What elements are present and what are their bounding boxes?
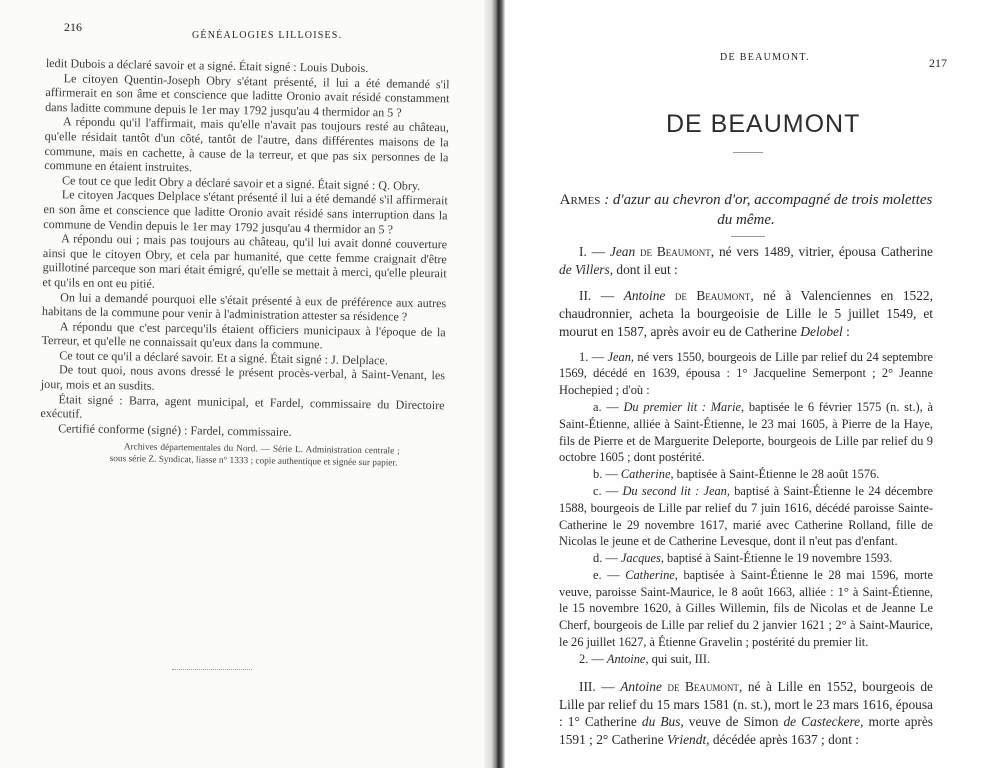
left-paragraph: Le citoyen Quentin-Joseph Obry s'étant présenté, il lui a été demandé s'il affirmerait en son âme et conscience que laditte Oronio avait résidé constamment dans laditte commune depuis le 1er may 1792 jusqu'au 4 thermidor an 5 ? [45,70,450,120]
child-entry [559,399,933,466]
gen-text: , veuve de Simon [680,714,784,730]
gen-surname: de Beaumont [640,244,711,259]
child-entry [559,651,933,668]
gen-prefix: I. — [579,244,610,259]
genealogy-body [559,243,933,757]
left-paragraph: A répondu que c'est parcequ'ils étaient officiers municipaux à l'époque de la Terreur, et qu'elle ne connaissait qu'eux dans la commune. [41,318,446,352]
left-paragraph: Était signé : Barra, agent municipal, et Fardel, commissaire du Directoire exécutif. [40,391,445,421]
left-page [0,0,484,768]
child-name: Catherine [620,467,671,482]
gen-spouse: Delobel [800,323,843,339]
right-page [505,0,1001,768]
archive-note: Archives départementales du Nord. — Série L. Administration centrale ; sous série Z. Syndicat, liasse n° 1333 ; copie authentique et signée sur papier. [109,442,400,469]
child-text: , baptisée le 6 février 1575 (n. st.), à Saint-Étienne, alliée à Saint-Étienne, le 23 mai 1605, à Pierre de la Haye, fils de Pierre et de Marguerite Deleporte, bourgeois de Lille par relief du 9 octobre 1605 ; dont postérité. [559,399,933,465]
gen-name: Antoine [620,678,662,694]
arms-divider [731,236,765,237]
coat-of-arms [559,190,933,230]
child-name: Catherine [625,567,675,582]
section-divider [172,669,252,670]
child-prefix: b. — [593,467,621,482]
child-name: Jacques [620,551,661,566]
child-name: Du premier lit : Marie [623,399,742,414]
child-text: , baptisée à Saint-Étienne le 28 août 1576. [670,467,880,482]
gen-prefix: II. — [579,287,624,303]
generation-2 [559,287,933,341]
children-list [559,349,933,668]
gen-surname: de Beaumont [667,678,739,694]
gen-spouse: de Villers [559,261,610,277]
gen-surname: de Beaumont [674,287,751,303]
left-paragraph: ledit Dubois a déclaré savoir et a signé. Était signé : Louis Dubois. [45,56,369,76]
gen-text: , morte après 1591 ; 2° Catherine [559,714,934,748]
child-text: , qui suit, III. [645,651,711,666]
left-page-number: 216 [64,20,82,34]
gen-spouse: de Casteckere [783,714,861,730]
gen-prefix: III. — [579,678,621,694]
child-entry [559,483,933,550]
arms-blazon: : d'azur au chevron d'or, accompagné de trois molettes du même. [604,192,933,228]
book-gutter [484,0,505,768]
right-page-number: 217 [929,56,947,70]
left-paragraph: Le citoyen Jacques Delplace s'étant présenté il lui a été demandé s'il affirmerait en son âme et conscience que laditte Oronio avait résidé sans interruption dans la commune de Vendin depuis le 1er may 1792 jusqu'au 4 thermidor an 5 ? [43,187,448,237]
gen-text: , décédée après 1637 ; dont : [706,732,859,748]
child-prefix: a. — [593,399,624,414]
child-text: , né vers 1550, bourgeois de Lille par relief du 24 septembre 1569, décédé en 1639, épousa : 1° Jacqueline Semerpont ; 2° Jeanne Hochepied ; d'où : [559,349,934,398]
gen-name: Antoine [623,287,666,303]
left-paragraph: On lui a demandé pourquoi elle s'était présenté à eux de préférence aux autres habitans de la commune pour venir à l'administration attester sa résidence ? [41,289,447,324]
left-paragraph: De tout quoi, nous avons dressé le présent procès-verbal, à Saint-Venant, les jour, mois et an susdits. [40,362,446,393]
family-title: DE BEAUMONT [666,110,861,138]
child-prefix: 1. — [579,349,608,364]
child-text: , baptisé à Saint-Étienne le 19 novembre 1593. [660,551,893,566]
gen-text: , né à Lille en 1552, bourgeois de Lille par relief du 15 mars 1581 (n. st.), mort le 23 mars 1616, épousa : 1° Catherine [559,678,934,730]
child-prefix: e. — [593,567,626,582]
gen-text: , dont il eut : [609,261,678,277]
child-text: , baptisée à Saint-Étienne le 28 mai 1596, morte veuve, paroisse Saint-Maurice, le 8 août 1663, alliée : 1° à Saint-Étienne, le 15 novembre 1620, à Gilles Willemin, fils de Nicolas et de Jeanne Le Cherf, bourgeois de Lille par relief du 2 janvier 1621 ; 2° à Saint-Maurice, le 26 juillet 1627, à Étienne Gravelin ; postérité du premier lit. [559,567,934,650]
left-paragraph: Ce tout ce que ledit Obry a déclaré savoir et a signé. Était signé : Q. Obry. [61,173,421,193]
child-prefix: d. — [593,551,621,566]
left-page-body [40,56,450,471]
gen-name: Jean [609,244,636,259]
left-paragraph: A répondu oui ; mais pas toujours au château, qu'il lui avait donné couverture ainsi que le citoyen Obry, et cela par humanité, que cette femme craignait d'être guillotiné parceque son mari était émigré, qu'elle se mettait à merci, qu'elle pleurait et qu'ils en ont eu pitié. [42,231,448,291]
child-entry [559,349,933,399]
arms-label: Armes [559,192,601,208]
gen-spouse: du Bus [641,714,681,730]
left-paragraph: Ce tout ce qu'il a déclaré savoir. Et a signé. Était signé : J. Delplace. [59,348,388,368]
left-paragraph: Certifié conforme (signé) : Fardel, commissaire. [58,421,292,439]
gen-text: : [842,323,850,339]
child-entry [559,567,933,651]
generation-1 [559,243,933,279]
right-running-head: DE BEAUMONT. [720,52,810,63]
child-text: , baptisé à Saint-Étienne le 24 décembre 1588, bourgeois de Lille par relief du 7 juin 1616, décédé paroisse Sainte-Catherine le 29 novembre 1617, marié avec Catherine Rolland, fille de Nicolas le jeune et de Catherine Levesque, dont il n'eut pas d'enfant. [559,483,933,549]
title-divider [733,152,763,153]
child-name: Antoine [606,651,646,666]
gen-text: , né à Valenciennes en 1522, chaudronnier, acheta la bourgeoisie de Lille le 5 juillet 1549, et mourut en 1587, après avoir eu de Catherine [559,287,933,339]
gen-spouse: Vriendt [667,732,707,748]
child-entry [559,550,933,567]
gen-text: , né vers 1489, vitrier, épousa Catherine [710,244,933,259]
left-paragraph: A répondu qu'il l'affirmait, mais qu'elle n'avait pas toujours resté au château, qu'elle résidait tantôt d'un côté, tantôt de l'autre, dans différentes maisons de la commune, mais en cachette, à cause de la terreur, et que pas six personnes de la commune en étaient instruites. [44,114,450,175]
child-entry [559,466,933,483]
child-name: Du second lit : Jean [622,483,727,498]
child-name: Jean [607,349,631,364]
child-prefix: c. — [593,483,623,498]
left-running-head: GÉNÉALOGIES LILLOISES. [192,30,343,41]
child-prefix: 2. — [579,651,607,666]
generation-3 [559,678,933,750]
